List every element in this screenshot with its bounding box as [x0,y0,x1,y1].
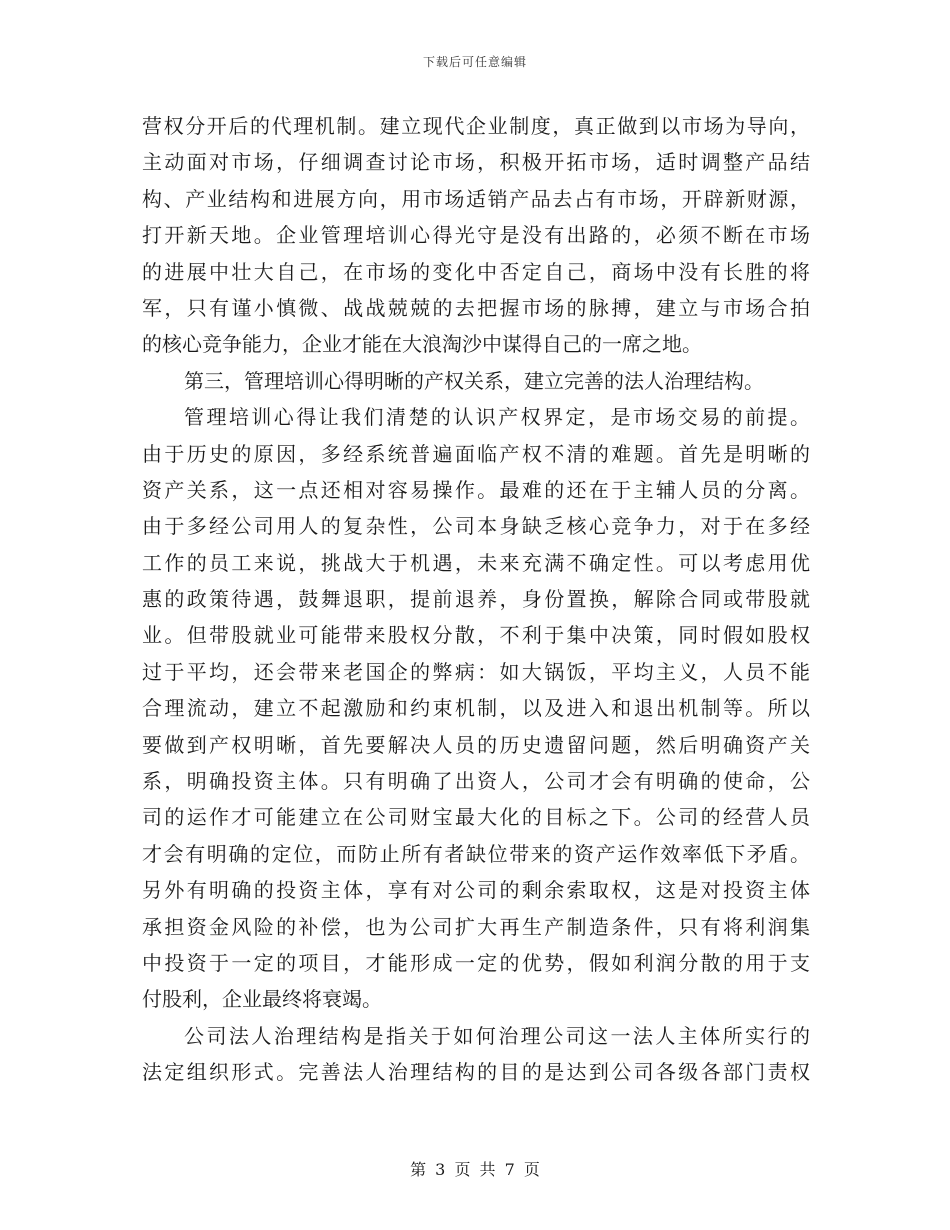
text-line: 付股利，企业最终将衰竭。 [142,987,382,1012]
text-line: 惠的政策待遇，鼓舞退职，提前退养，身份置换，解除合同或带股就 [142,587,810,612]
text-line: 法定组织形式。完善法人治理结构的目的是达到公司各级各部门责权 [142,1060,810,1085]
text-line: 的核心竞争能力，企业才能在大浪淘沙中谋得自己的一席之地。 [142,332,702,357]
text-line: 资产关系，这一点还相对容易操作。最难的还在于主辅人员的分离。 [142,477,810,502]
text-line: 由于多经公司用人的复杂性，公司本身缺乏核心竞争力，对于在多经 [142,514,810,539]
document-body [142,108,810,1091]
page-number-footer: 第 3 页 共 7 页 [410,1160,540,1179]
text-line: 打开新天地。企业管理培训心得光守是没有出路的，必须不断在市场 [142,223,810,248]
text-line: 第三，管理培训心得明晰的产权关系，建立完善的法人治理结构。 [184,368,764,393]
paragraph [142,1018,810,1091]
text-line: 司的运作才可能建立在公司财宝最大化的目标之下。公司的经营人员 [142,805,810,830]
page-header: 下载后可任意编辑 [422,55,527,69]
text-line: 军，只有谨小慎微、战战兢兢的去把握市场的脉搏，建立与市场合拍 [142,295,810,320]
text-line: 中投资于一定的项目，才能形成一定的优势，假如利润分散的用于支 [142,950,810,975]
text-line: 合理流动，建立不起激励和约束机制，以及进入和退出机制等。所以 [142,696,810,721]
text-line: 过于平均，还会带来老国企的弊病：如大锅饭，平均主义，人员不能 [142,659,810,684]
text-line: 公司法人治理结构是指关于如何治理公司这一法人主体所实行的 [184,1023,810,1048]
text-line: 构、产业结构和进展方向，用市场适销产品去占有市场，开辟新财源， [142,186,810,211]
text-line: 系，明确投资主体。只有明确了出资人，公司才会有明确的使命，公 [142,769,810,794]
text-line: 才会有明确的定位，而防止所有者缺位带来的资产运作效率低下矛盾。 [142,841,810,866]
paragraph [142,363,810,399]
text-line: 的进展中壮大自己，在市场的变化中否定自己，商场中没有长胜的将 [142,259,810,284]
text-line: 主动面对市场，仔细调查讨论市场，积极开拓市场，适时调整产品结 [142,150,810,175]
text-line: 营权分开后的代理机制。建立现代企业制度，真正做到以市场为导向， [142,114,810,138]
text-line: 业。但带股就业可能带来股权分散，不利于集中决策，同时假如股权 [142,623,810,648]
text-line: 另外有明确的投资主体，享有对公司的剩余索取权，这是对投资主体 [142,878,810,903]
paragraph [142,399,810,1018]
text-line: 要做到产权明晰，首先要解决人员的历史遗留问题，然后明确资产关 [142,732,810,757]
text-line: 由于历史的原因，多经系统普遍面临产权不清的难题。首先是明晰的 [142,441,810,466]
paragraph [142,108,810,363]
text-line: 承担资金风险的补偿，也为公司扩大再生产制造条件，只有将利润集 [142,914,810,939]
text-line: 工作的员工来说，挑战大于机遇，未来充满不确定性。可以考虑用优 [142,550,810,575]
text-line: 管理培训心得让我们清楚的认识产权界定，是市场交易的前提。 [184,405,810,430]
